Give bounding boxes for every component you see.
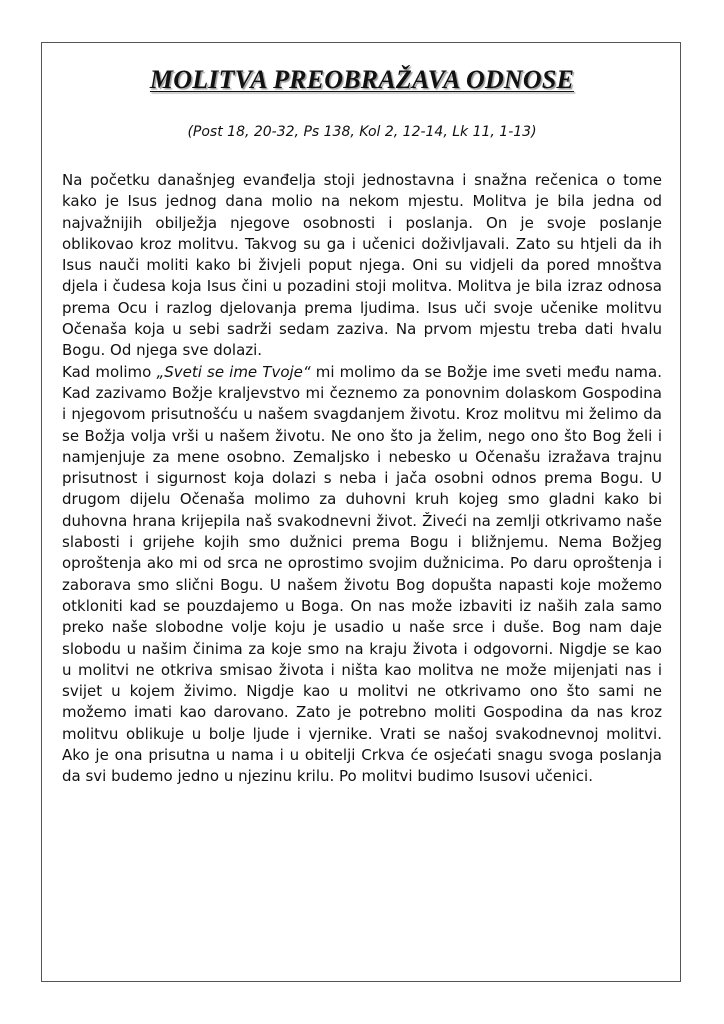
body-text <box>62 170 662 788</box>
paragraph-2-rest: mi molimo da se Božje ime sveti među nama. Kad zazivamo Božje kraljevstvo mi čeznemo za ponovnim dolaskom Gospodina i njegovom prisutnošću u našem svagdanjem životu. Kroz molitvu mi želimo da se Božja volja vrši u našem životu. Ne ono što ja želim, nego ono što Bog želi i namjenjuje za mene osobno. Zemaljsko i nebesko u Očenašu izražava trajnu prisutnost i sigurnost koja dolazi s neba i jača osobni odnos prema Bogu. U drugom dijelu Očenaša molimo za duhovni kruh kojeg smo gladni kako bi duhovna hrana krijepila naš svakodnevni život. Živeći na zemlji otkrivamo naše slabosti i grijehe kojih smo dužnici prema Bogu i bližnjemu. Nema Božjeg oproštenja ako mi od srca ne oprostimo svojim dužnicima. Po daru oproštenja i zaborava smo slični Bogu. U našem životu Bog dopušta napasti koje možemo otkloniti kad se pouzdajemo u Boga. On nas može izbaviti iz naših zala samo preko naše slobodne volje koju je usadio u naše srce i duše. Bog nam daje slobodu u našim činima za koje smo na kraju života i odgovorni. Nigdje se kao u molitvi ne otkriva smisao života i ništa kao molitva ne može mijenjati nas i svijet u kojem živimo. Nigdje kao u molitvi ne otkrivamo ono što sami ne možemo imati kao darovano. Zato je potrebno moliti Gospodina da nas kroz molitvu oblikuje u bolje ljude i vjernike. Vrati se našoj svakodnevnoj molitvi. Ako je ona prisutna u nama i u obitelji Crkva će osjećati snagu svoga poslanja da svi budemo jedno u njezinu krilu. Po molitvi budimo Isusovi učenici. <box>62 362 663 786</box>
paragraph-1: Na početku današnjeg evanđelja stoji jednostavna i snažna rečenica o tome kako je Isus jednog dana molio na nekom mjestu. Molitva je bila jedna od najvažnijih obilježja njegove osobnosti i poslanja. On je svoje poslanje oblikovao kroz molitvu. Takvog su ga i učenici doživljavali. Zato su htjeli da ih Isus nauči moliti kako bi živjeli poput njega. Oni su vidjeli da pored mnoštva djela i čudesa koja Isus čini u pozadini stoji molitva. Molitva je bila izraz odnosa prema Ocu i razlog djelovanja prema ljudima. Isus uči svoje učenike molitvu Očenaša koja u sebi sadrži sedam zaziva. Na prvom mjestu treba dati hvalu Bogu. Od njega sve dolazi. <box>62 171 662 360</box>
prayer-quote: „Sveti se ime Tvoje“ <box>156 362 311 381</box>
page-title: MOLITVA PREOBRAŽAVA ODNOSE <box>149 65 575 94</box>
scripture-references: (Post 18, 20-32, Ps 138, Kol 2, 12-14, Lk 11, 1-13) <box>187 124 537 140</box>
paragraph-2 <box>62 362 662 788</box>
paragraph-2-start: Kad molimo <box>62 362 157 381</box>
